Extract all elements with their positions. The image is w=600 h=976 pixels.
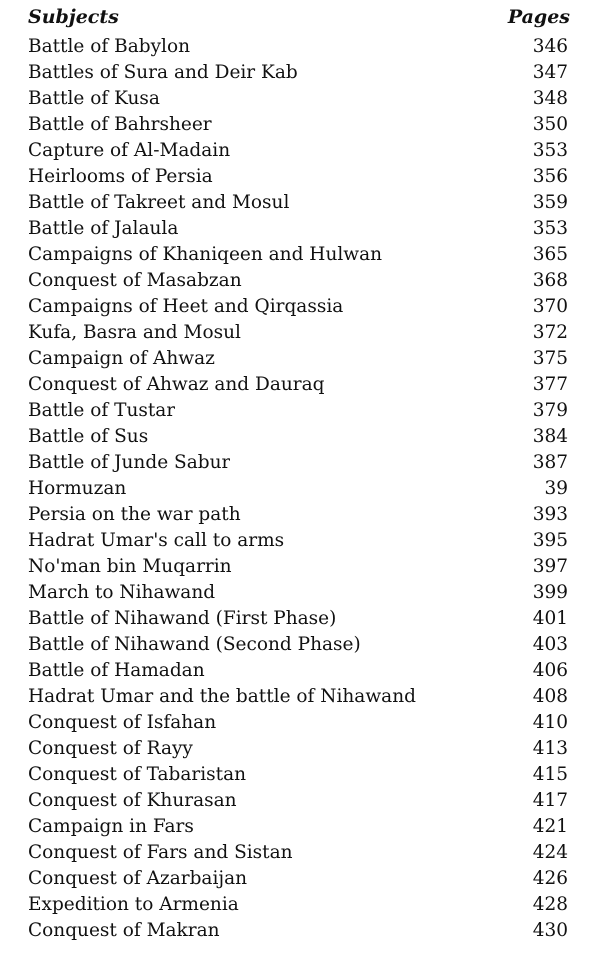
toc-entry-page: 421 xyxy=(532,816,568,837)
toc-header xyxy=(28,6,572,34)
toc-entry xyxy=(28,892,572,918)
toc-entry-subject: Heirlooms of Persia xyxy=(28,166,213,187)
toc-entry-page: 377 xyxy=(532,374,568,395)
toc-entry-page: 368 xyxy=(532,270,568,291)
toc-entry-subject: Conquest of Azarbaijan xyxy=(28,868,248,889)
toc-entry-subject: Battle of Junde Sabur xyxy=(28,452,231,473)
toc-entry-page: 370 xyxy=(532,296,568,317)
toc-entry xyxy=(28,294,572,320)
toc-entry-subject: Campaign of Ahwaz xyxy=(28,348,215,369)
toc-entry-page: 428 xyxy=(532,894,568,915)
toc-entry-subject: Battle of Sus xyxy=(28,426,149,447)
toc-entry-subject: Conquest of Makran xyxy=(28,920,220,941)
toc-entry xyxy=(28,736,572,762)
toc-entry-page: 359 xyxy=(532,192,568,213)
toc-entry xyxy=(28,658,572,684)
toc-entry-subject: Conquest of Fars and Sistan xyxy=(28,842,293,863)
toc-entry-page: 408 xyxy=(532,686,568,707)
toc-entry-page: 401 xyxy=(532,608,568,629)
toc-entry xyxy=(28,346,572,372)
subjects-heading: Subjects xyxy=(28,6,119,28)
toc-entry-subject: No'man bin Muqarrin xyxy=(28,556,232,577)
toc-entry-page: 384 xyxy=(532,426,568,447)
toc-entry xyxy=(28,372,572,398)
toc-entry-subject: Battle of Hamadan xyxy=(28,660,205,681)
toc-entry-page: 353 xyxy=(532,218,568,239)
toc-entry-subject: Battles of Sura and Deir Kab xyxy=(28,62,298,83)
toc-entry-page: 353 xyxy=(532,140,568,161)
toc-entry-subject: Conquest of Masabzan xyxy=(28,270,242,291)
toc-entry-page: 395 xyxy=(532,530,568,551)
toc-entry xyxy=(28,138,572,164)
toc-entry-subject: Campaigns of Heet and Qirqassia xyxy=(28,296,344,317)
toc-entry xyxy=(28,268,572,294)
toc-entry-page: 397 xyxy=(532,556,568,577)
toc-entry xyxy=(28,476,572,502)
toc-entry-subject: Campaigns of Khaniqeen and Hulwan xyxy=(28,244,383,265)
toc-entry-page: 393 xyxy=(532,504,568,525)
toc-entry-page: 417 xyxy=(532,790,568,811)
toc-entry-subject: Persia on the war path xyxy=(28,504,241,525)
toc-entry-page: 410 xyxy=(532,712,568,733)
toc-entry-page: 387 xyxy=(532,452,568,473)
toc-entry xyxy=(28,606,572,632)
toc-entry xyxy=(28,502,572,528)
toc-entry-page: 403 xyxy=(532,634,568,655)
toc-entry-subject: Conquest of Tabaristan xyxy=(28,764,247,785)
toc-entry-page: 365 xyxy=(532,244,568,265)
toc-entry-subject: Conquest of Khurasan xyxy=(28,790,237,811)
toc-entry xyxy=(28,814,572,840)
toc-entry-subject: Conquest of Ahwaz and Dauraq xyxy=(28,374,325,395)
toc-entry-subject: Battle of Nihawand (First Phase) xyxy=(28,608,337,629)
toc-entry-subject: Conquest of Rayy xyxy=(28,738,193,759)
toc-entry-subject: Kufa, Basra and Mosul xyxy=(28,322,241,343)
toc-entry xyxy=(28,710,572,736)
toc-entry xyxy=(28,918,572,944)
toc-entry-subject: Conquest of Isfahan xyxy=(28,712,217,733)
toc-entry-subject: Battle of Kusa xyxy=(28,88,160,109)
toc-entry-page: 39 xyxy=(544,478,568,499)
toc-entry-subject: Hormuzan xyxy=(28,478,127,499)
toc-entry xyxy=(28,242,572,268)
toc-entries xyxy=(28,34,572,944)
toc-entry xyxy=(28,840,572,866)
toc-entry xyxy=(28,216,572,242)
toc-entry-page: 346 xyxy=(532,36,568,57)
toc-entry xyxy=(28,60,572,86)
toc-entry xyxy=(28,554,572,580)
toc-entry-page: 379 xyxy=(532,400,568,421)
toc-entry xyxy=(28,34,572,60)
toc-entry-page: 399 xyxy=(532,582,568,603)
toc-entry-page: 375 xyxy=(532,348,568,369)
toc-entry-page: 413 xyxy=(532,738,568,759)
toc-entry xyxy=(28,86,572,112)
toc-entry-subject: Battle of Takreet and Mosul xyxy=(28,192,290,213)
toc-entry-subject: Expedition to Armenia xyxy=(28,894,239,915)
table-of-contents xyxy=(28,6,572,944)
toc-entry-page: 356 xyxy=(532,166,568,187)
toc-entry-page: 415 xyxy=(532,764,568,785)
toc-entry-page: 347 xyxy=(532,62,568,83)
toc-entry-subject: Battle of Tustar xyxy=(28,400,176,421)
toc-entry xyxy=(28,164,572,190)
toc-entry xyxy=(28,398,572,424)
toc-entry xyxy=(28,450,572,476)
toc-entry-subject: Battle of Bahrsheer xyxy=(28,114,212,135)
toc-entry-subject: Hadrat Umar's call to arms xyxy=(28,530,285,551)
toc-entry-page: 406 xyxy=(532,660,568,681)
toc-entry xyxy=(28,788,572,814)
toc-entry xyxy=(28,424,572,450)
toc-entry xyxy=(28,190,572,216)
pages-heading: Pages xyxy=(507,6,570,28)
toc-entry-subject: Battle of Babylon xyxy=(28,36,190,57)
toc-entry-page: 350 xyxy=(532,114,568,135)
toc-entry xyxy=(28,320,572,346)
toc-entry-subject: Campaign in Fars xyxy=(28,816,194,837)
toc-entry-subject: March to Nihawand xyxy=(28,582,216,603)
toc-entry xyxy=(28,866,572,892)
toc-entry-subject: Hadrat Umar and the battle of Nihawand xyxy=(28,686,416,707)
toc-entry-page: 424 xyxy=(532,842,568,863)
toc-entry xyxy=(28,112,572,138)
toc-entry xyxy=(28,684,572,710)
toc-entry-subject: Battle of Nihawand (Second Phase) xyxy=(28,634,361,655)
toc-entry xyxy=(28,528,572,554)
toc-entry xyxy=(28,632,572,658)
toc-entry-subject: Capture of Al-Madain xyxy=(28,140,231,161)
toc-entry-page: 430 xyxy=(532,920,568,941)
toc-entry xyxy=(28,762,572,788)
toc-entry-subject: Battle of Jalaula xyxy=(28,218,179,239)
toc-entry-page: 348 xyxy=(532,88,568,109)
toc-entry-page: 426 xyxy=(532,868,568,889)
toc-entry-page: 372 xyxy=(532,322,568,343)
toc-entry xyxy=(28,580,572,606)
